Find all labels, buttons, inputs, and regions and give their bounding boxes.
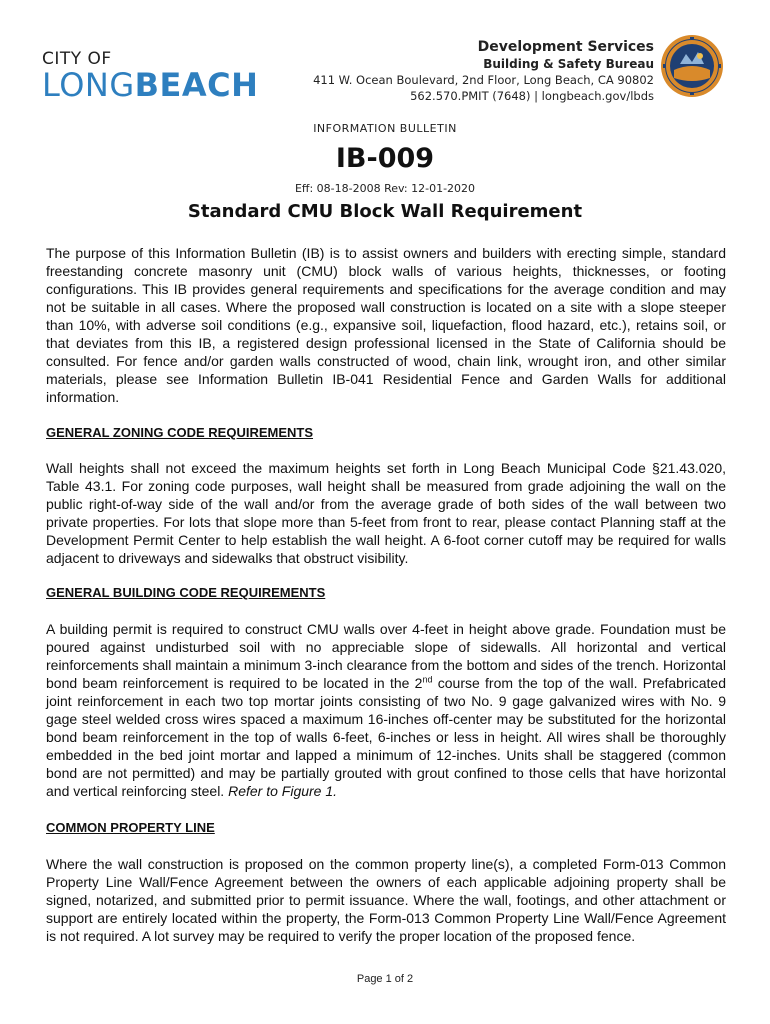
city-seal-icon bbox=[660, 34, 724, 98]
city-logo bbox=[42, 50, 258, 102]
effective-dates: Eff: 08-18-2008 Rev: 12-01-2020 bbox=[294, 182, 476, 195]
logo-long-beach bbox=[42, 68, 258, 102]
figure-reference: Refer to Figure 1. bbox=[228, 783, 338, 799]
phone-website: 562.570.PMIT (7648) | longbeach.gov/lbds bbox=[410, 89, 654, 103]
contact-block bbox=[313, 38, 654, 104]
property-line-paragraph: Where the wall construction is proposed on the common property line(s), a completed Form-013 Common Property Line Wall/Fence Agreement between the owners of each applicable adjoining property shall be signed, notarized, and submitted prior to permit issuance. Where the wall, footings, and other attachment or support are entirely located within the property, the Form-013 Common Property Line Wall/Fence Agreement is not required. A lot survey may be required to verify the proper location of the proposed fence. bbox=[46, 856, 726, 944]
document-title: Standard CMU Block Wall Requirement bbox=[187, 201, 583, 222]
zoning-heading: GENERAL ZONING CODE REQUIREMENTS bbox=[46, 425, 314, 440]
building-text-b: course from the top of the wall. Prefabricated joint reinforcement in each two top mortar joints consisting of two No. 9 gage galvanized wires with No. 9 gage steel welded cross wires spaced a maximum 16-inches off-center may be substituted for the horizontal bond beam reinforcement in the top of walls 6-feet, 6-inches or less in height. All wires shall be thoroughly embedded in the bed joint mortar and lapped a minimum of 12-inches. Units shall be staggered (common bond are not permitted) and may be partially grouted with grout confined to those cells that have horizontal and vertical reinforcing steel. bbox=[46, 675, 726, 799]
bulletin-label: INFORMATION BULLETIN bbox=[313, 122, 457, 135]
department-name: Development Services bbox=[477, 39, 654, 55]
page-number: Page 1 of 2 bbox=[356, 973, 414, 985]
logo-long: LONG bbox=[42, 66, 135, 104]
zoning-paragraph: Wall heights shall not exceed the maximum heights set forth in Long Beach Municipal Code §21.43.020, Table 43.1. For zoning code purposes, wall height shall be measured from grade adjoining the wall on the public right-of-way side of the wall and/or from the average grade of both sides of the wall between two private properties. For lots that slope more than 5-feet from front to rear, please contact Planning staff at the Development Permit Center to help establish the wall height. A 6-foot corner cutoff may be required for walls adjacent to driveways and sidewalks that obstruct visibility. bbox=[46, 460, 726, 566]
building-paragraph bbox=[46, 620, 726, 800]
bureau-name: Building & Safety Bureau bbox=[483, 57, 654, 71]
building-text-a: A building permit is required to construct CMU walls over 4-feet in height above grade. Foundation must be poured against undisturbed soil with no appreciable slope of sidewalls. All horizontal and vertical reinforcements shall maintain a minimum 3-inch clearance from the bottom and sides of the trench. Horizontal bond beam reinforcement is required to be located in the 2 bbox=[46, 621, 726, 691]
property-line-heading: COMMON PROPERTY LINE bbox=[46, 820, 215, 835]
ib-number: IB-009 bbox=[335, 143, 435, 174]
address: 411 W. Ocean Boulevard, 2nd Floor, Long Beach, CA 90802 bbox=[313, 73, 654, 87]
building-heading: GENERAL BUILDING CODE REQUIREMENTS bbox=[46, 585, 326, 600]
intro-paragraph: The purpose of this Information Bulletin (IB) is to assist owners and builders with erecting simple, standard freestanding concrete masonry unit (CMU) block walls of various heights, thicknesses, or footing configurations. This IB provides general requirements and specifications for the average condition and may not be suitable in all cases. Where the proposed wall construction is located on a site with a slope steeper than 10%, with adverse soil conditions (e.g., expansive soil, liquefaction, flood hazard, etc.), retains soil, or that deviates from this IB, a registered design professional licensed in the State of California should be consulted. For fence and/or garden walls constructed of wood, chain link, wrought iron, and other similar materials, please see Information Bulletin IB-041 Residential Fence and Garden Walls for additional information. bbox=[46, 245, 726, 405]
logo-beach: BEACH bbox=[134, 66, 259, 104]
ordinal-suffix: nd bbox=[422, 674, 433, 685]
logo-city-of: CITY OF bbox=[42, 49, 112, 69]
